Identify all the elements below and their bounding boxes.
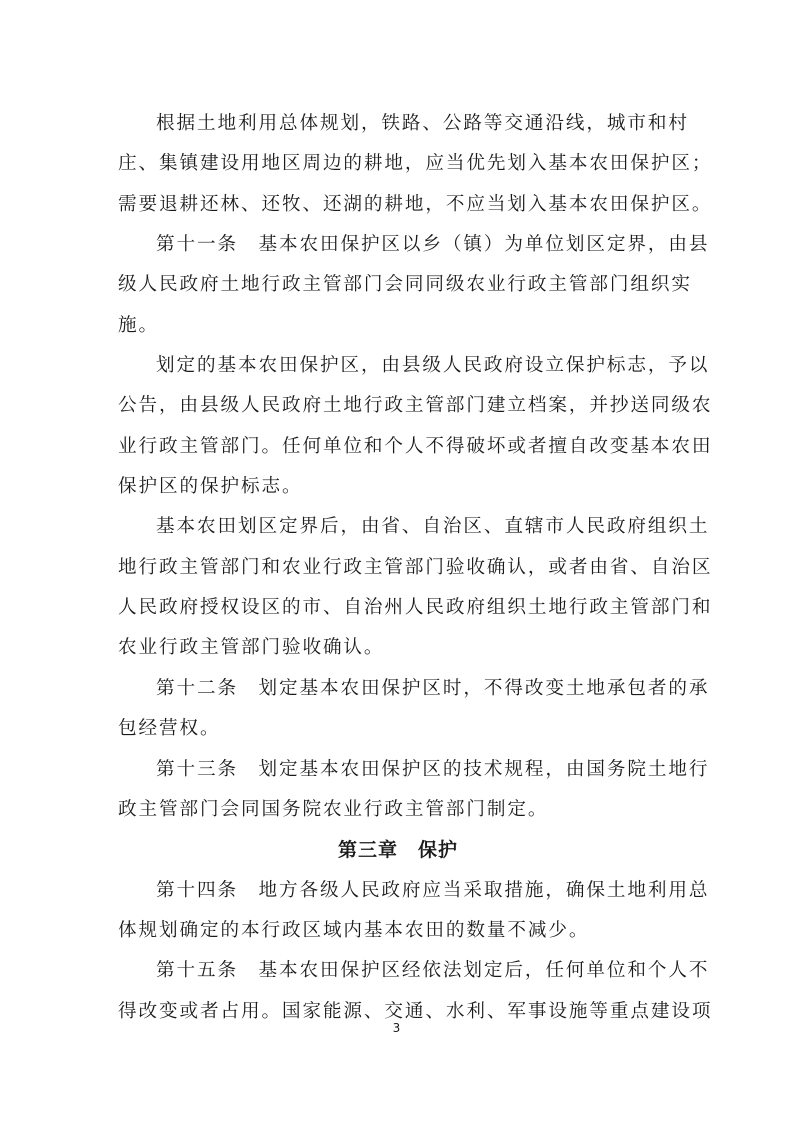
article-13-line: 第十三条 划定基本农田保护区的技术规程，由国务院土地行: [156, 758, 710, 780]
text-line: 体规划确定的本行政区域内基本农田的数量不减少。: [118, 919, 590, 941]
text-line: 人民政府授权设区的市、自治州人民政府组织土地行政主管部门和: [118, 597, 713, 619]
text-line: 保护区的保护标志。: [118, 476, 303, 498]
text-line: 级人民政府土地行政主管部门会同同级农业行政主管部门组织实: [118, 274, 692, 296]
article-15-line: 第十五条 基本农田保护区经依法划定后，任何单位和个人不: [156, 960, 710, 982]
article-11-line: 第十一条 基本农田保护区以乡（镇）为单位划区定界，由县: [156, 234, 710, 256]
page-number: 3: [392, 1021, 401, 1035]
article-12-line: 第十二条 划定基本农田保护区时，不得改变土地承包者的承: [156, 677, 710, 699]
text-line: 施。: [118, 314, 159, 336]
text-line: 根据土地利用总体规划，铁路、公路等交通沿线，城市和村: [156, 113, 689, 134]
text-line: 需要退耕还林、还牧、还湖的耕地，不应当划入基本农田保护区。: [118, 193, 713, 215]
text-line: 基本农田划区定界后，由省、自治区、直辖市人民政府组织土: [156, 516, 710, 538]
text-line: 公告，由县级人民政府土地行政主管部门建立档案，并抄送同级农: [118, 395, 713, 417]
text-line: 政主管部门会同国务院农业行政主管部门制定。: [118, 798, 549, 820]
article-14-line: 第十四条 地方各级人民政府应当采取措施，确保土地利用总: [156, 879, 710, 901]
chapter-heading: 第三章 保护: [337, 839, 458, 862]
text-line: 庄、集镇建设用地区周边的耕地，应当优先划入基本农田保护区；: [118, 153, 713, 175]
text-line: 划定的基本农田保护区，由县级人民政府设立保护标志，予以: [156, 355, 710, 377]
text-line: 包经营权。: [118, 718, 221, 740]
text-line: 地行政主管部门和农业行政主管部门验收确认，或者由省、自治区: [118, 556, 713, 578]
text-line: 得改变或者占用。国家能源、交通、水利、军事设施等重点建设项: [118, 1000, 713, 1022]
text-line: 农业行政主管部门验收确认。: [118, 637, 385, 659]
document-body: [118, 104, 713, 1032]
text-line: 业行政主管部门。任何单位和个人不得破坏或者擅自改变基本农田: [118, 435, 713, 457]
